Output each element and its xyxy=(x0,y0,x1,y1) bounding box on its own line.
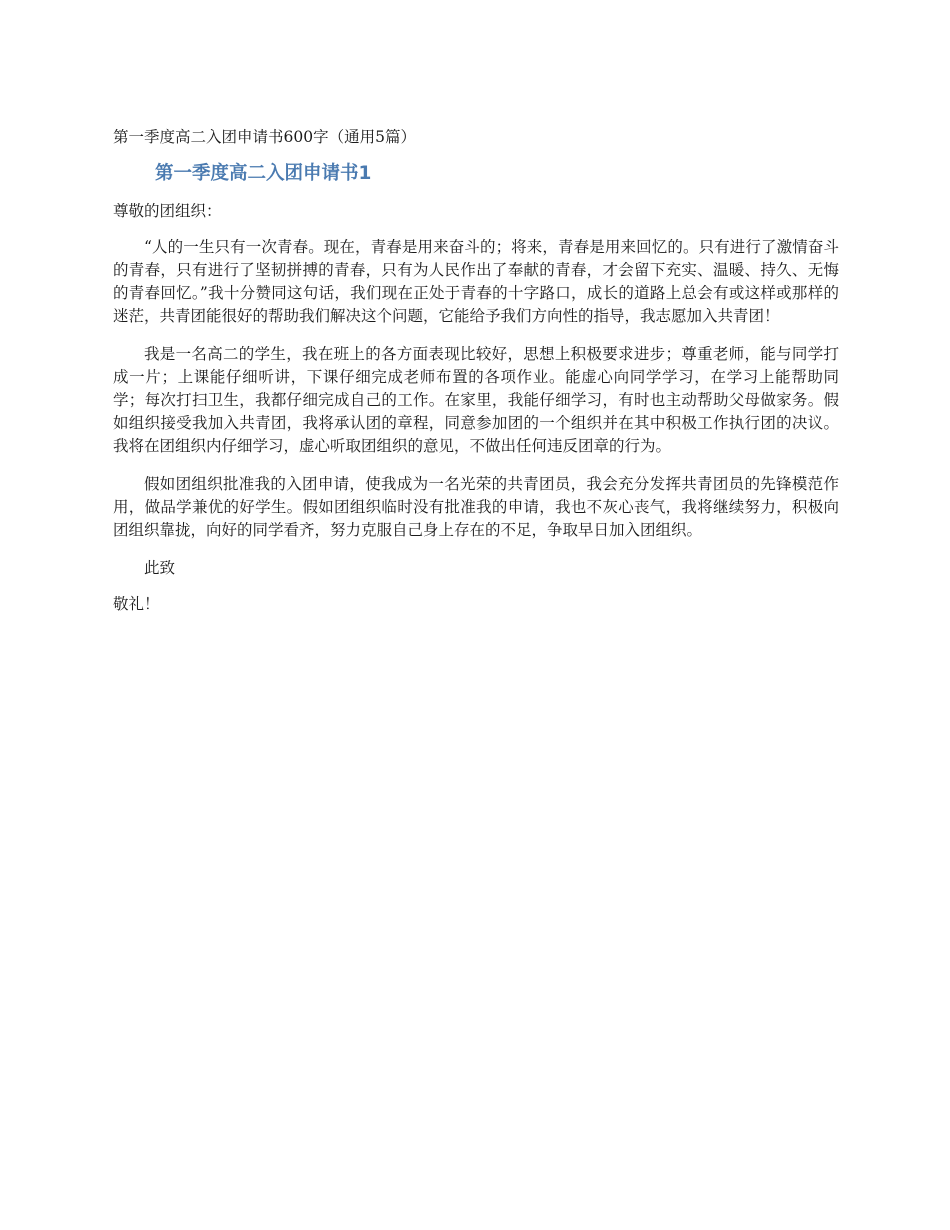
document-page xyxy=(113,124,839,615)
body-paragraph-2: 我是一名高二的学生，我在班上的各方面表现比较好，思想上积极要求进步；尊重老师，能与同学打成一片；上课能仔细听讲，下课仔细完成老师布置的各项作业。能虚心向同学学习，在学习上能帮助同学；每次打扫卫生，我都仔细完成自己的工作。在家里，我能仔细学习，有时也主动帮助父母做家务。假如组织接受我加入共青团，我将承认团的章程，同意参加团的一个组织并在其中积极工作执行团的决议。我将在团组织内仔细学习，虚心听取团组织的意见，不做出任何违反团章的行为。 xyxy=(113,345,839,455)
body-paragraph-3: 假如团组织批准我的入团申请，使我成为一名光荣的共青团员，我会充分发挥共青团员的先锋模范作用，做品学兼优的好学生。假如团组织临时没有批准我的申请，我也不灰心丧气，我将继续努力，积极向团组织靠拢，向好的同学看齐，努力克服自己身上存在的不足，争取早日加入团组织。 xyxy=(113,475,839,539)
salutation: 尊敬的团组织： xyxy=(113,202,222,220)
section-heading: 第一季度高二入团申请书1 xyxy=(155,163,372,184)
closing-regards: 此致 xyxy=(144,559,176,577)
body-paragraph-1: “人的一生只有一次青春。现在，青春是用来奋斗的；将来，青春是用来回忆的。只有进行了激情奋斗的青春，只有进行了坚韧拼搏的青春，只有为人民作出了奉献的青春，才会留下充实、温暖、持久、无悔的青春回忆。”我十分赞同这句话，我们现在正处于青春的十字路口，成长的道路上总会有或这样或那样的迷茫，共青团能很好的帮助我们解决这个问题，它能给予我们方向性的指导，我志愿加入共青团！ xyxy=(113,238,839,325)
closing-salute: 敬礼！ xyxy=(113,595,160,613)
document-title: 第一季度高二入团申请书600字（通用5篇） xyxy=(113,128,416,146)
